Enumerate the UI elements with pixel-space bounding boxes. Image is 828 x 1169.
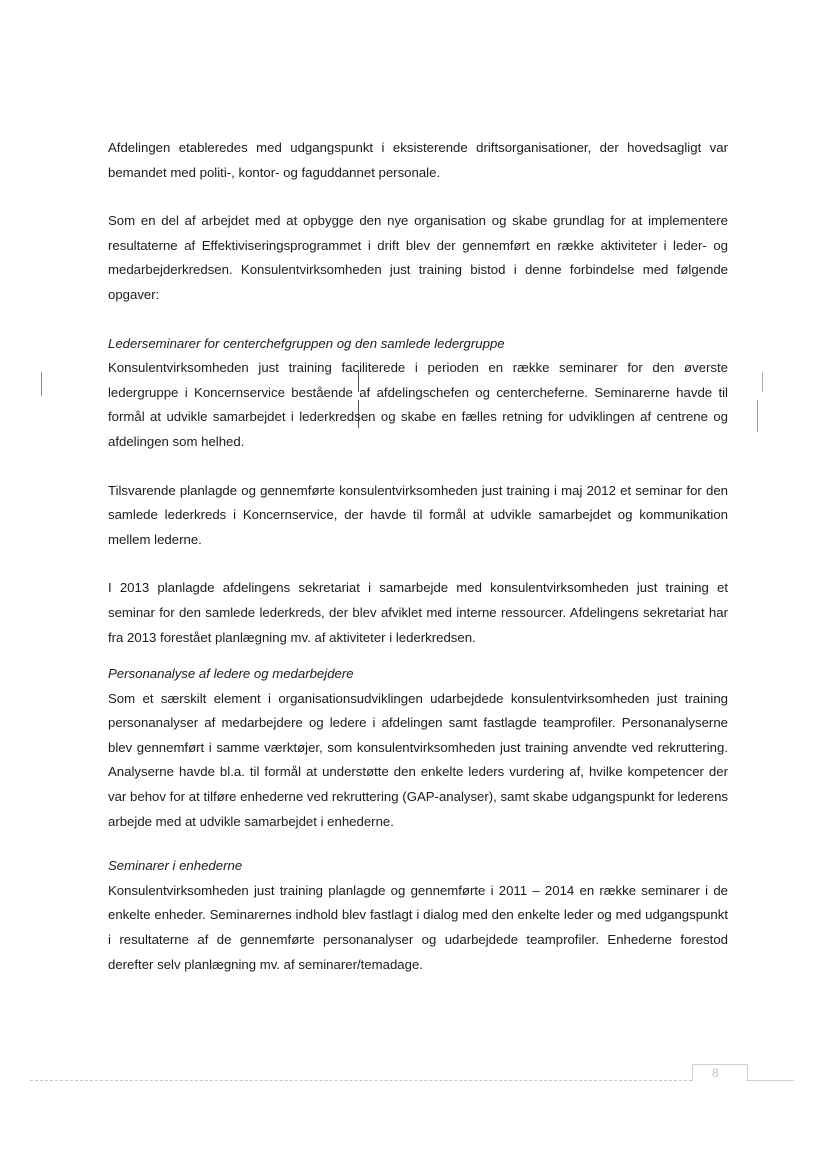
paragraph-intro: Afdelingen etableredes med udgangspunkt i eksisterende driftsorganisationer, der hovedsagligt var bemandet med politi-, kontor- og faguddannet personale. <box>108 140 728 180</box>
section-heading-lederseminarer: Lederseminarer for centerchefgruppen og den samlede ledergruppe <box>108 335 505 351</box>
footer-rule-right <box>746 1080 794 1081</box>
paragraph-personanalyse: Som et særskilt element i organisationsudviklingen udarbejdede konsulentvirksomheden just training personanalyser af medarbejdere og ledere i afdelingen samt fastlagde teamprofiler. Personanalyserne blev gennemført i samme værktøjer, som konsulentvirksomheden just training anvendte ved rekruttering. Analyserne havde bl.a. til formål at understøtte den enkelte leders vurdering af, hvilke kompetencer der var behov for at tilføre enhederne ved rekruttering (GAP-analyser), samt skabe udgangspunkt for lederens arbejde med at udvikle samarbejdet i enhederne. <box>108 690 728 829</box>
paragraph-lederseminarer: Konsulentvirksomheden just training faciliterede i perioden en række seminarer for den øverste ledergruppe i Koncernservice bestående af afdelingschefen og centercheferne. Seminarerne havde til formål at udvikle samarbejdet i lederkredsen og skabe en fælles retning for udviklingen af centrene og afdelingen som helhed. <box>108 360 728 449</box>
scan-mark-left <box>41 372 42 396</box>
paragraph-seminarer-enheder: Konsulentvirksomheden just training planlagde og gennemførte i 2011 – 2014 en række seminarer i de enkelte enheder. Seminarernes indhold blev fastlagt i dialog med den enkelte leder og med udgangspunkt i resultaterne af de gennemførte personanalyser og udarbejdede teamprofiler. Enhederne forestod derefter selv planlægning mv. af seminarer/temadage. <box>108 882 728 972</box>
scan-mark-right-2 <box>757 400 758 432</box>
footer-page-box <box>692 1064 748 1081</box>
paragraph-organisation: Som en del af arbejdet med at opbygge den nye organisation og skabe grundlag for at implementere resultaterne af Effektiviseringsprogrammet i drift blev der gennemført en række aktiviteter i leder- og medarbejderkredsen. Konsulentvirksomheden just training bistod i denne forbindelse med følgende opgaver: <box>108 213 728 302</box>
section-heading-personanalyse: Personanalyse af ledere og medarbejdere <box>108 666 354 682</box>
scan-mark-right-1 <box>762 372 763 392</box>
page-number: 8 <box>712 1066 719 1080</box>
document-body <box>108 136 728 977</box>
paragraph-seminar-2012: Tilsvarende planlagde og gennemførte konsulentvirksomheden just training i maj 2012 et seminar for den samlede lederkreds i Koncernservice, der havde til formål at udvikle samarbejdet og kommunikation mellem lederne. <box>108 482 728 547</box>
footer-rule <box>30 1080 692 1081</box>
section-heading-seminarer-enheder: Seminarer i enhederne <box>108 858 243 874</box>
paragraph-seminar-2013: I 2013 planlagde afdelingens sekretariat i samarbejde med konsulentvirksomheden just training et seminar for den samlede lederkreds, der blev afviklet med interne ressourcer. Afdelingens sekretariat har fra 2013 forestået planlægning mv. af aktiviteter i lederkredsen. <box>108 580 728 645</box>
